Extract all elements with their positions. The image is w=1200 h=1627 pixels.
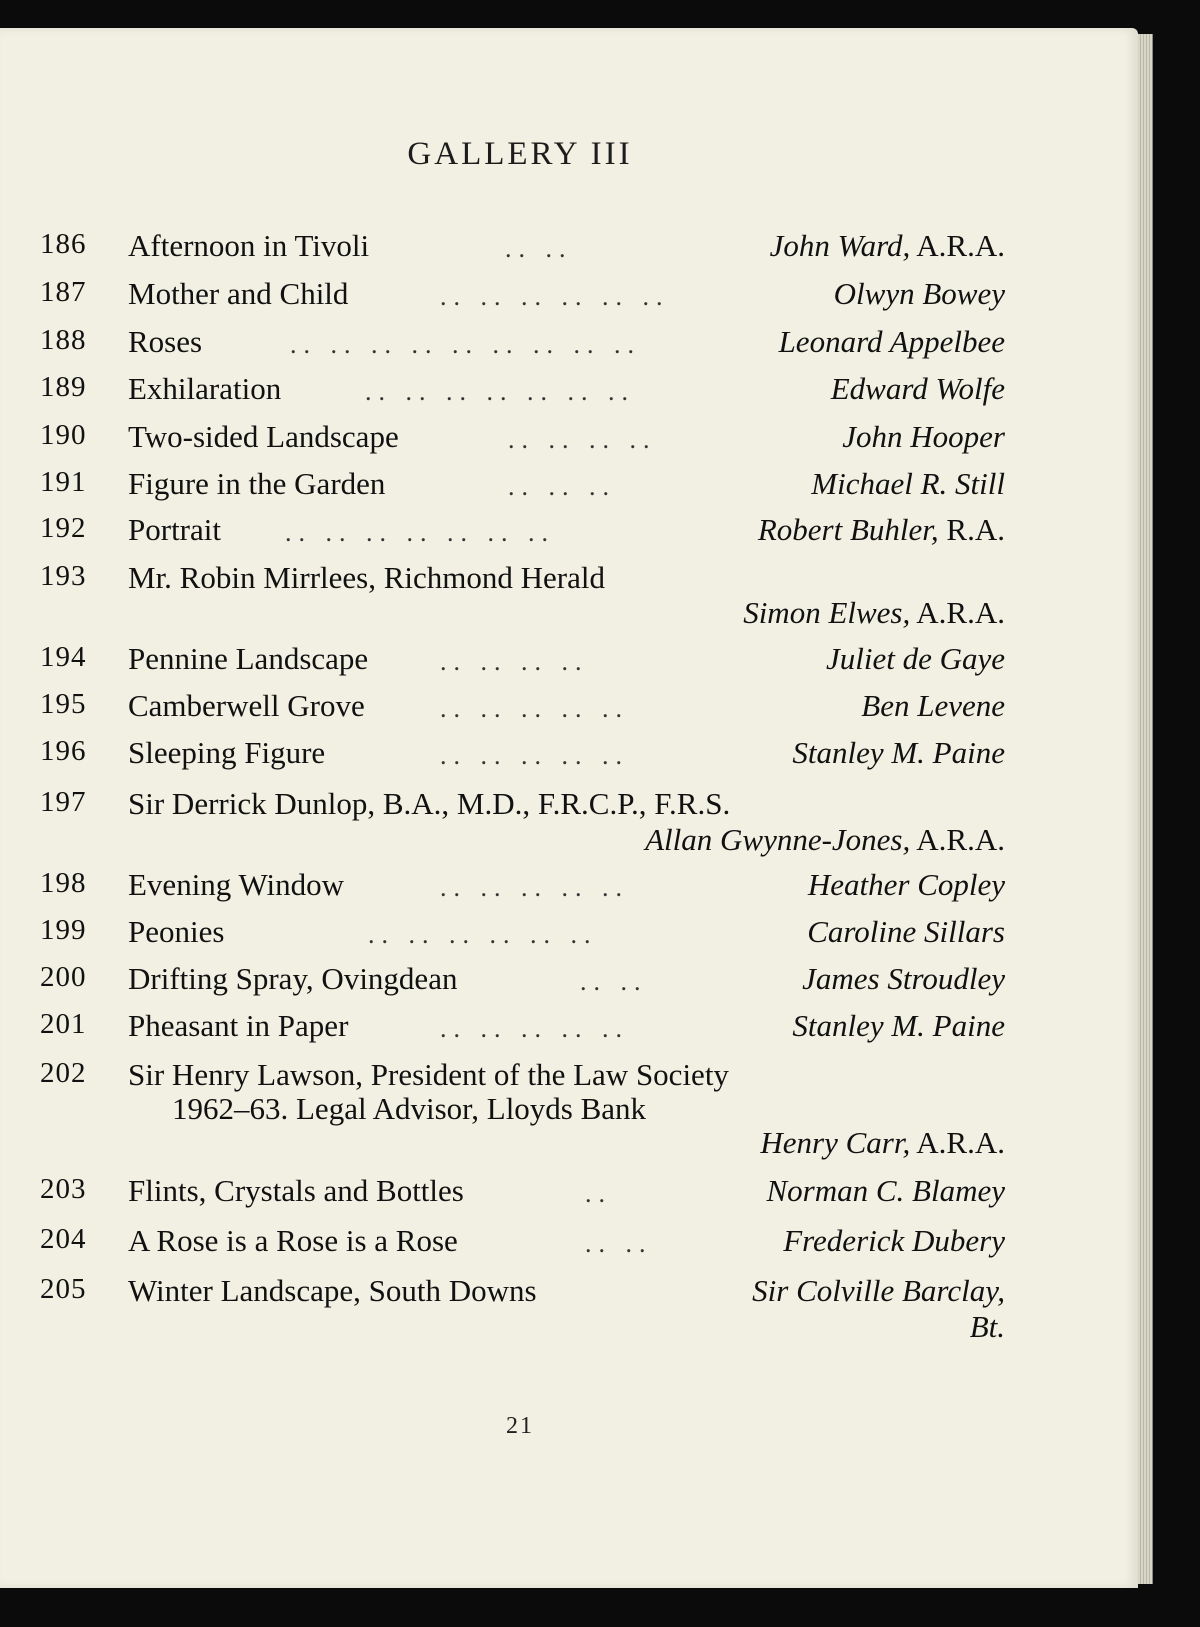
entry-195 <box>0 688 1138 736</box>
entry-number: 198 <box>40 867 87 899</box>
entry-204 <box>0 1223 1138 1271</box>
entry-191 <box>0 466 1138 514</box>
entry-number: 200 <box>40 961 87 993</box>
entry-artist <box>834 276 1005 312</box>
artist-name: Henry Carr, <box>760 1125 911 1160</box>
artist-name: James Stroudley <box>802 961 1005 996</box>
leader-dots: .. .. .. <box>508 472 616 501</box>
entry-artist <box>811 466 1005 502</box>
leader-dots: .. .. .. .. <box>440 647 589 676</box>
entry-190 <box>0 419 1138 467</box>
catalogue-page <box>0 28 1138 1588</box>
entry-number: 201 <box>40 1008 87 1040</box>
leader-dots: .. .. .. .. .. .. <box>368 920 598 949</box>
entry-title: Camberwell Grove <box>128 688 365 723</box>
entry-artist <box>783 1223 1005 1259</box>
artist-name: Leonard Appelbee <box>778 324 1005 359</box>
entry-number: 195 <box>40 688 87 720</box>
leader-dots: .. .. .. .. .. .. <box>440 282 670 311</box>
entry-artist <box>758 512 1005 548</box>
artist-title: Bt. <box>969 1309 1005 1344</box>
entry-title: Evening Window <box>128 867 345 902</box>
artist-name: Ben Levene <box>861 688 1005 723</box>
entry-title: Two-sided Landscape <box>128 419 399 454</box>
entry-artist <box>760 1125 1005 1161</box>
artist-name: Sir Colville Barclay, <box>752 1273 1005 1308</box>
entry-title: Peonies <box>128 914 225 949</box>
entry-number: 196 <box>40 735 87 767</box>
leader-dots: .. .. <box>580 967 648 996</box>
entry-artist <box>779 324 1005 360</box>
entry-201 <box>0 1008 1138 1056</box>
artist-name: Michael R. Still <box>811 466 1005 501</box>
artist-name: Norman C. Blamey <box>766 1173 1005 1208</box>
gallery-heading: GALLERY III <box>407 136 633 172</box>
entry-artist <box>861 688 1005 724</box>
artist-name: Allan Gwynne-Jones, <box>645 822 911 857</box>
entry-title: A Rose is a Rose is a Rose <box>128 1223 458 1258</box>
entry-number: 189 <box>40 371 87 403</box>
entry-artist <box>770 228 1005 264</box>
entry-title: Pennine Landscape <box>128 641 369 676</box>
artist-suffix: A.R.A. <box>916 228 1005 263</box>
artist-name: Olwyn Bowey <box>833 276 1005 311</box>
entry-number: 202 <box>40 1057 87 1089</box>
entry-200 <box>0 961 1138 1009</box>
entry-artist-continued <box>970 1309 1005 1345</box>
entry-artist <box>645 822 1005 858</box>
artist-name: John Ward, <box>769 228 911 263</box>
entry-artist <box>792 735 1005 771</box>
leader-dots: .. <box>585 1179 612 1208</box>
entry-202-artist-line <box>0 1125 1138 1173</box>
entry-title-continued: 1962–63. Legal Advisor, Lloyds Bank <box>172 1091 647 1126</box>
artist-name: Simon Elwes, <box>743 595 911 630</box>
entry-title: Afternoon in Tivoli <box>128 228 370 263</box>
leader-dots: .. .. .. .. .. <box>440 694 629 723</box>
entry-title: Mother and Child <box>128 276 349 311</box>
artist-suffix: A.R.A. <box>916 1125 1005 1160</box>
entry-193-artist-line <box>0 595 1138 643</box>
entry-203 <box>0 1173 1138 1221</box>
leader-dots: .. .. .. .. <box>508 425 657 454</box>
entry-artist <box>802 961 1005 997</box>
entry-number: 203 <box>40 1173 87 1205</box>
entry-number: 205 <box>40 1273 87 1305</box>
entry-number: 190 <box>40 419 87 451</box>
entry-artist <box>792 1008 1005 1044</box>
leader-dots: .. .. .. .. .. .. .. .. .. <box>290 330 641 359</box>
leader-dots: .. .. <box>505 234 573 263</box>
entry-title: Drifting Spray, Ovingdean <box>128 961 458 996</box>
entry-title: Flints, Crystals and Bottles <box>128 1173 464 1208</box>
leader-dots: .. .. .. .. .. <box>440 873 629 902</box>
entry-number: 204 <box>40 1223 87 1255</box>
entry-number: 187 <box>40 276 87 308</box>
artist-suffix: A.R.A. <box>916 822 1005 857</box>
artist-name: Heather Copley <box>807 867 1005 902</box>
entry-title: Figure in the Garden <box>128 466 386 501</box>
leader-dots: .. .. .. .. .. <box>440 1014 629 1043</box>
entry-title: Portrait <box>128 512 221 547</box>
artist-name: Stanley M. Paine <box>792 1008 1005 1043</box>
entry-number: 194 <box>40 641 87 673</box>
page-edge <box>1138 34 1153 1584</box>
entry-artist <box>807 914 1005 950</box>
entry-number: 197 <box>40 786 87 818</box>
artist-name: Edward Wolfe <box>830 371 1005 406</box>
artist-name: Stanley M. Paine <box>792 735 1005 770</box>
entry-189 <box>0 371 1138 419</box>
entry-number: 193 <box>40 560 87 592</box>
entry-number: 186 <box>40 228 87 260</box>
entry-title: Sleeping Figure <box>128 735 326 770</box>
entry-artist <box>831 371 1005 407</box>
leader-dots: .. .. .. .. .. <box>440 741 629 770</box>
entry-title: Winter Landscape, South Downs <box>128 1273 537 1308</box>
entry-artist <box>826 641 1005 677</box>
leader-dots: .. .. .. .. .. .. .. <box>365 377 635 406</box>
entry-artist <box>808 867 1005 903</box>
entry-number: 199 <box>40 914 87 946</box>
page-number: 21 <box>506 1413 534 1439</box>
artist-name: Frederick Dubery <box>783 1223 1005 1258</box>
entry-196 <box>0 735 1138 783</box>
entry-title: Roses <box>128 324 203 359</box>
entry-number: 192 <box>40 512 87 544</box>
entry-187 <box>0 276 1138 324</box>
artist-name: John Hooper <box>842 419 1005 454</box>
entry-artist <box>842 419 1005 455</box>
entry-199 <box>0 914 1138 962</box>
artist-name: Juliet de Gaye <box>825 641 1005 676</box>
entry-title: Exhilaration <box>128 371 282 406</box>
entry-artist <box>766 1173 1005 1209</box>
artist-suffix: A.R.A. <box>916 595 1005 630</box>
entry-title: Sir Henry Lawson, President of the Law Society <box>128 1057 729 1092</box>
entry-205-artist-line-2 <box>0 1309 1138 1357</box>
entry-title: Sir Derrick Dunlop, B.A., M.D., F.R.C.P., F.R.S. <box>128 786 731 821</box>
entry-number: 188 <box>40 324 87 356</box>
leader-dots: .. .. <box>585 1229 653 1258</box>
entry-197-artist-line <box>0 822 1138 870</box>
entry-194 <box>0 641 1138 689</box>
entry-title: Pheasant in Paper <box>128 1008 349 1043</box>
entry-artist <box>743 595 1005 631</box>
artist-name: Robert Buhler, <box>757 512 939 547</box>
entry-186 <box>0 228 1138 276</box>
entry-188 <box>0 324 1138 372</box>
entry-198 <box>0 867 1138 915</box>
leader-dots: .. .. .. .. .. .. .. <box>285 518 555 547</box>
artist-suffix: R.A. <box>946 512 1005 547</box>
artist-name: Caroline Sillars <box>807 914 1005 949</box>
entry-artist <box>752 1273 1005 1309</box>
entry-192 <box>0 512 1138 560</box>
entry-title: Mr. Robin Mirrlees, Richmond Herald <box>128 560 605 595</box>
entry-number: 191 <box>40 466 87 498</box>
